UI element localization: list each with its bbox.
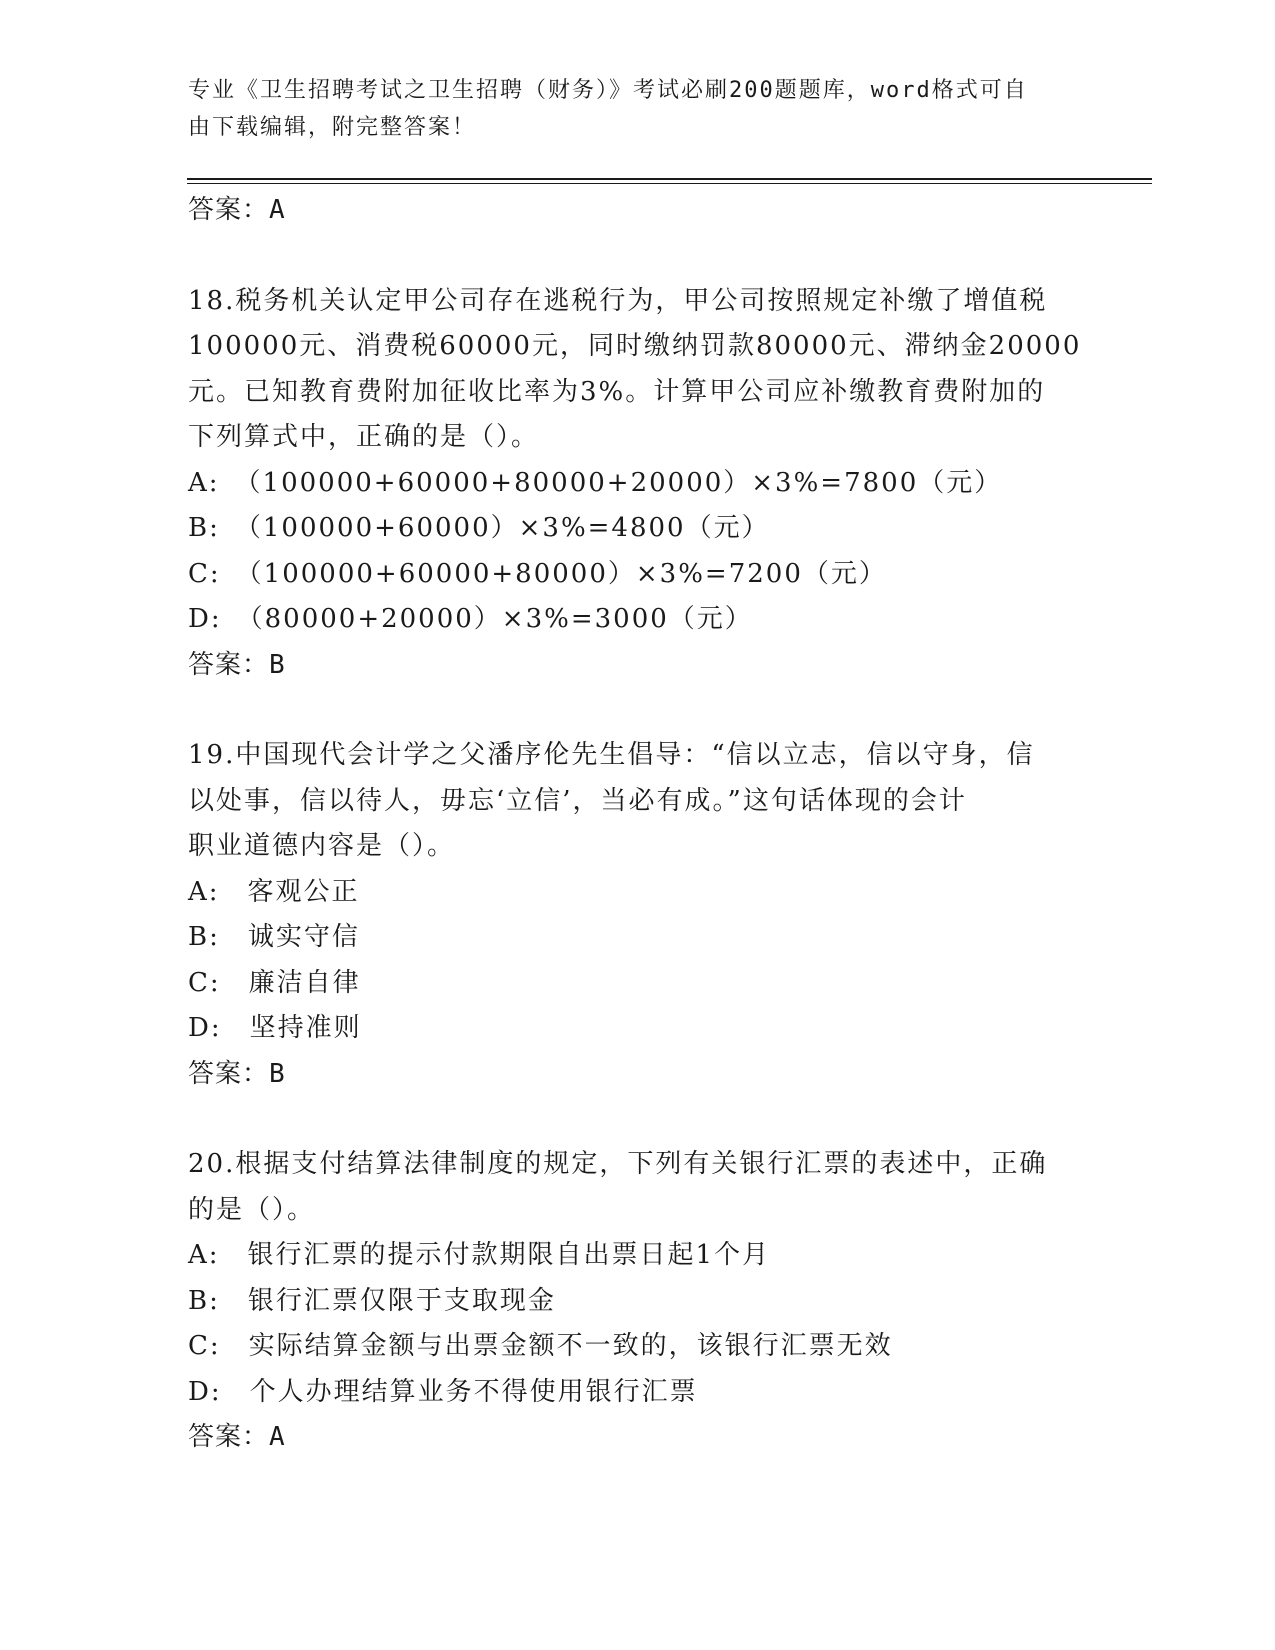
- question-line: 元。已知教育费附加征收比率为3%。计算甲公司应补缴教育费附加的: [188, 376, 1046, 407]
- header-line-2: 由下载编辑，附完整答案！: [188, 115, 477, 140]
- option-b: B: （100000+60000）×3%=4800（元）: [188, 513, 770, 543]
- answer-label: 答案：B: [188, 649, 286, 680]
- spacer: [188, 234, 1088, 279]
- answer-label: 答案：B: [188, 1058, 286, 1089]
- previous-answer: 答案：A: [188, 195, 286, 225]
- question-line: 19.中国现代会计学之父潘序伦先生倡导：“信以立志，信以守身，信: [188, 740, 1035, 770]
- header-divider-thick: [187, 178, 1152, 180]
- question-line: 的是（）。: [188, 1194, 316, 1225]
- question-line: 下列算式中，正确的是（）。: [188, 422, 540, 452]
- option-d: D: 坚持准则: [188, 1013, 362, 1043]
- question-line: 职业道德内容是（）。: [188, 831, 456, 861]
- spacer: [188, 688, 1088, 733]
- question-block: [188, 1142, 1088, 1461]
- header-divider-thin: [187, 183, 1152, 184]
- option-d: D: （80000+20000）×3%=3000（元）: [188, 604, 753, 634]
- spacer: [188, 1097, 1088, 1142]
- document-header: [188, 72, 1068, 146]
- option-a: A: 客观公正: [188, 876, 360, 907]
- question-line: 100000元、消费税60000元，同时缴纳罚款80000元、滞纳金20000: [188, 331, 1082, 361]
- question-block: [188, 279, 1088, 689]
- option-a: A: 银行汇票的提示付款期限自出票日起1个月: [188, 1240, 771, 1270]
- question-block: [188, 733, 1088, 1097]
- question-stem: [188, 733, 1088, 870]
- option-c: C: 实际结算金额与出票金额不一致的，该银行汇票无效: [188, 1331, 893, 1361]
- question-stem: [188, 1142, 1088, 1233]
- option-b: B: 诚实守信: [188, 922, 360, 952]
- option-d: D: 个人办理结算业务不得使用银行汇票: [188, 1376, 698, 1407]
- answer-label: 答案：A: [188, 1422, 286, 1452]
- question-line: 20.根据支付结算法律制度的规定，下列有关银行汇票的表述中，正确: [188, 1149, 1048, 1179]
- option-c: C: 廉洁自律: [188, 967, 361, 998]
- option-c: C: （100000+60000+80000）×3%=7200（元）: [188, 558, 887, 589]
- question-line: 18.税务机关认定甲公司存在逃税行为，甲公司按照规定补缴了增值税: [188, 285, 1048, 316]
- option-a: A: （100000+60000+80000+20000）×3%=7800（元）: [188, 467, 1003, 498]
- option-b: B: 银行汇票仅限于支取现金: [188, 1285, 556, 1316]
- header-line-1: 专业《卫生招聘考试之卫生招聘（财务）》考试必刷200题题库，word格式可自: [188, 78, 1028, 103]
- question-line: 以处事，信以待人，毋忘‘立信’，当必有成。”这句话体现的会计: [188, 785, 967, 816]
- question-stem: [188, 279, 1088, 461]
- document-body: [188, 188, 1088, 1461]
